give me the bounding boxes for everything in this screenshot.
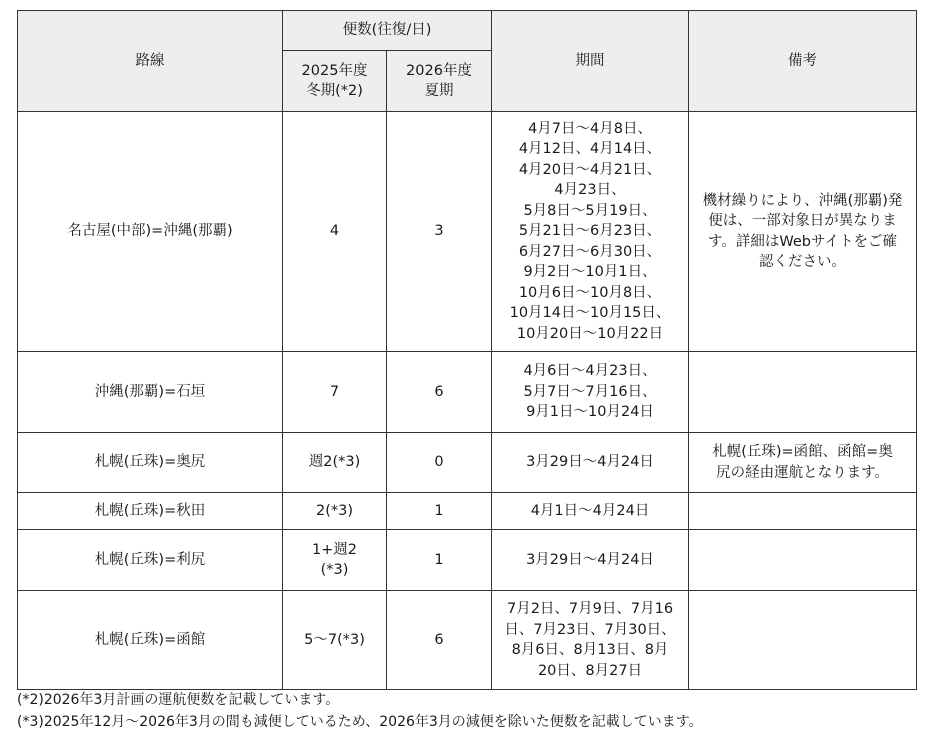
winter-flights-cell: 2(*3) bbox=[283, 493, 387, 530]
remarks-cell: 札幌(丘珠)=函館、函館=奥 尻の経由運航となります。 bbox=[689, 433, 917, 493]
header-period: 期間 bbox=[492, 11, 689, 112]
table-row bbox=[18, 591, 917, 690]
route-cell: 札幌(丘珠)=奥尻 bbox=[18, 433, 283, 493]
remarks-cell bbox=[689, 352, 917, 433]
route-cell: 札幌(丘珠)=利尻 bbox=[18, 530, 283, 591]
route-cell: 札幌(丘珠)=秋田 bbox=[18, 493, 283, 530]
remarks-cell bbox=[689, 493, 917, 530]
period-cell: 3月29日～4月24日 bbox=[492, 433, 689, 493]
table-row bbox=[18, 493, 917, 530]
table-row bbox=[18, 530, 917, 591]
winter-flights-cell: 4 bbox=[283, 112, 387, 352]
header-remarks: 備考 bbox=[689, 11, 917, 112]
footnote-3: (*3)2025年12月～2026年3月の間も減便しているため、2026年3月の減便を除いた便数を記載しています。 bbox=[17, 714, 703, 730]
period-cell: 4月7日～4月8日、 4月12日、4月14日、 4月20日～4月21日、 4月23日、 5月8日～5月19日、 5月21日～6月23日、 6月27日～6月30日、 9月2日～10月1日、 10月6日～10月8日、 10月14日～10月15日、 10月20日～10月22日 bbox=[492, 112, 689, 352]
route-cell: 沖縄(那覇)=石垣 bbox=[18, 352, 283, 433]
winter-flights-cell: 7 bbox=[283, 352, 387, 433]
route-cell: 名古屋(中部)=沖縄(那覇) bbox=[18, 112, 283, 352]
header-route: 路線 bbox=[18, 11, 283, 112]
header-winter-2025: 2025年度 冬期(*2) bbox=[283, 51, 387, 112]
summer-flights-cell: 6 bbox=[387, 352, 492, 433]
period-cell: 4月6日～4月23日、 5月7日～7月16日、 9月1日～10月24日 bbox=[492, 352, 689, 433]
flight-schedule-table bbox=[17, 10, 917, 690]
winter-flights-cell: 週2(*3) bbox=[283, 433, 387, 493]
footnotes bbox=[17, 689, 917, 733]
period-cell: 4月1日～4月24日 bbox=[492, 493, 689, 530]
route-cell: 札幌(丘珠)=函館 bbox=[18, 591, 283, 690]
remarks-cell bbox=[689, 530, 917, 591]
table-row bbox=[18, 112, 917, 352]
summer-flights-cell: 1 bbox=[387, 530, 492, 591]
winter-flights-cell: 1+週2 (*3) bbox=[283, 530, 387, 591]
summer-flights-cell: 6 bbox=[387, 591, 492, 690]
remarks-cell: 機材繰りにより、沖縄(那覇)発 便は、一部対象日が異なりま す。詳細はWebサイトをご確 認ください。 bbox=[689, 112, 917, 352]
period-cell: 7月2日、7月9日、7月16 日、7月23日、7月30日、 8月6日、8月13日、8月 20日、8月27日 bbox=[492, 591, 689, 690]
table-row bbox=[18, 352, 917, 433]
period-cell: 3月29日～4月24日 bbox=[492, 530, 689, 591]
header-summer-2026: 2026年度 夏期 bbox=[387, 51, 492, 112]
winter-flights-cell: 5～7(*3) bbox=[283, 591, 387, 690]
summer-flights-cell: 1 bbox=[387, 493, 492, 530]
table-row bbox=[18, 433, 917, 493]
summer-flights-cell: 3 bbox=[387, 112, 492, 352]
remarks-cell bbox=[689, 591, 917, 690]
header-flights-group: 便数(往復/日) bbox=[283, 11, 492, 51]
footnote-2: (*2)2026年3月計画の運航便数を記載しています。 bbox=[17, 692, 340, 708]
summer-flights-cell: 0 bbox=[387, 433, 492, 493]
